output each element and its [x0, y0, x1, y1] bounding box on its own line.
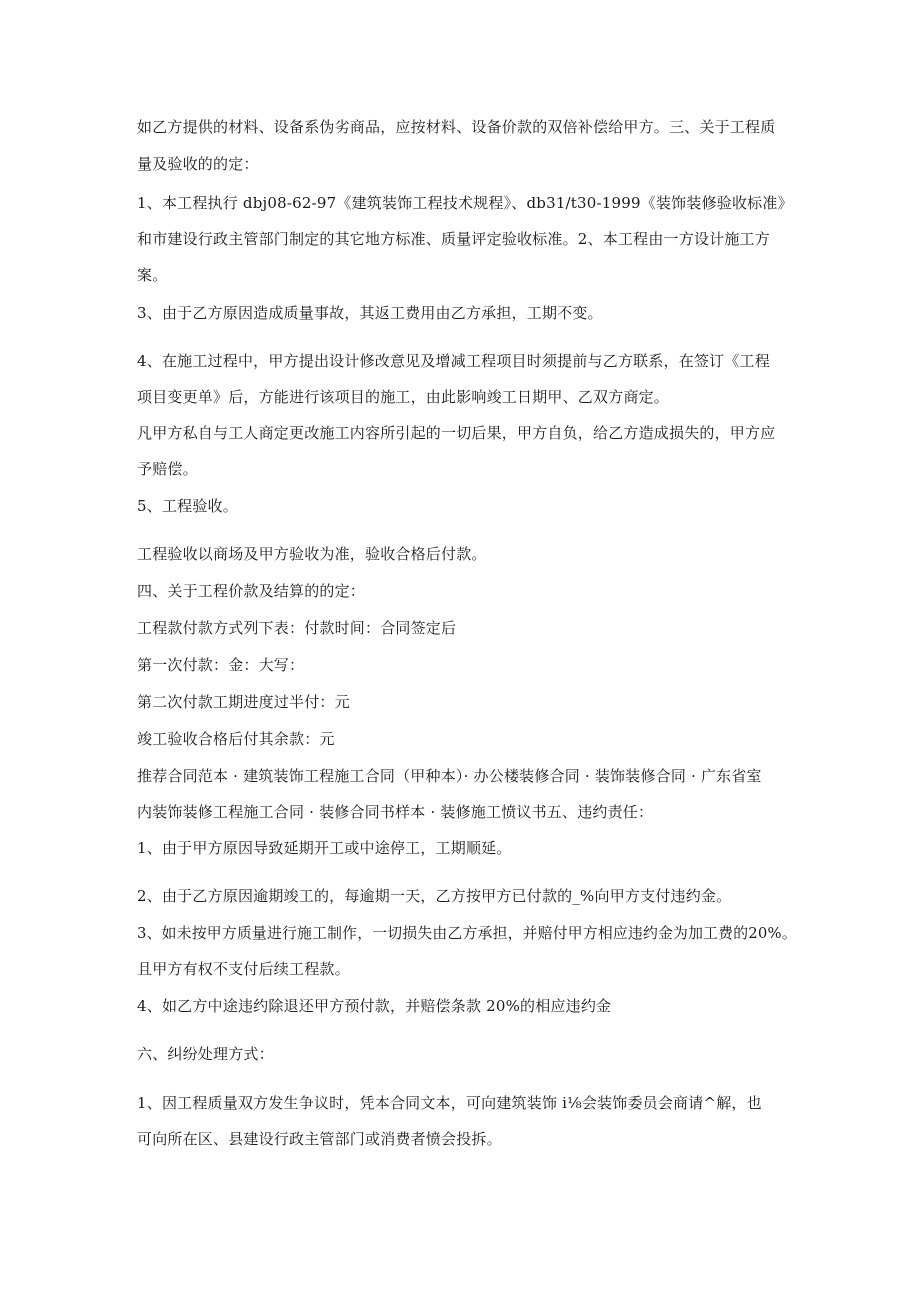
text-line: 凡甲方私自与工人商定更改施工内容所引起的一切后果，甲方自负，给乙方造成损失的，甲方应 — [137, 424, 776, 442]
text-line: 4、如乙方中途违约除退还甲方预付款，并赔偿条款 20%的相应违约金 — [137, 997, 612, 1015]
text-line: 工程验收以商场及甲方验收为准，验收合格后付款。 — [137, 545, 487, 563]
text-line: 工程款付款方式列下表：付款时间：合同签定后 — [137, 619, 457, 637]
text-line: 3、如未按甲方质量进行施工制作，一切损失由乙方承担，并赔付甲方相应违约金为加工费的20%。 — [137, 924, 797, 942]
text-line: 1、本工程执行 dbj08-62-97《建筑装饰工程技术规程》、db31/t30-1999《装饰装修验收标准》 — [137, 194, 793, 212]
text-line: 可向所在区、县建设行政主管部门或消费者愤会投拆。 — [137, 1130, 502, 1148]
text-line: 第二次付款工期进度过半付：元 — [137, 693, 350, 711]
text-line: 3、由于乙方原因造成质量事故，其返工费用由乙方承担，工期不变。 — [137, 304, 603, 322]
text-line: 和市建设行政主管部门制定的其它地方标准、质量评定验收标准。2、本工程由一方设计施工方 — [137, 230, 770, 248]
text-line: 如乙方提供的材料、设备系伪劣商品，应按材料、设备价款的双倍补偿给甲方。三、关于工程质 — [137, 118, 776, 136]
text-line: 内装饰装修工程施工合同 · 装修合同书样本 · 装修施工愤议书五、违约责任： — [137, 803, 654, 821]
text-line: 2、由于乙方原因逾期竣工的，每逾期一天，乙方按甲方已付款的_%向甲方支付违约金。 — [137, 887, 732, 905]
text-line: 推荐合同范本 · 建筑装饰工程施工合同（甲种本）· 办公楼装修合同 · 装饰装修合同 · 广东省室 — [137, 767, 762, 785]
text-line: 5、工程验收。 — [137, 497, 238, 515]
text-line: 1、因工程质量双方发生争议时，凭本合同文本，可向建筑装饰 i⅛会装饰委员会商请^解，也 — [137, 1094, 762, 1112]
text-line: 六、纠纷处理方式： — [137, 1045, 274, 1063]
text-line: 量及验收的的定： — [137, 155, 259, 173]
text-line: 项目变更单》后，方能进行该项目的施工，由此影响竣工日期甲、乙双方商定。 — [137, 388, 670, 406]
text-line: 竣工验收合格后付其余款：元 — [137, 730, 335, 748]
text-line: 四、关于工程价款及结算的的定： — [137, 582, 366, 600]
text-line: 第一次付款：金：大写： — [137, 656, 305, 674]
text-line: 且甲方有权不支付后续工程款。 — [137, 960, 350, 978]
text-line: 予赔偿。 — [137, 460, 198, 478]
text-line: 4、在施工过程中，甲方提出设计修改意见及增减工程项目时须提前与乙方联系，在签订《工程 — [137, 352, 770, 370]
text-line: 案。 — [137, 266, 168, 284]
text-line: 1、由于甲方原因导致延期开工或中途停工，工期顺延。 — [137, 839, 512, 857]
